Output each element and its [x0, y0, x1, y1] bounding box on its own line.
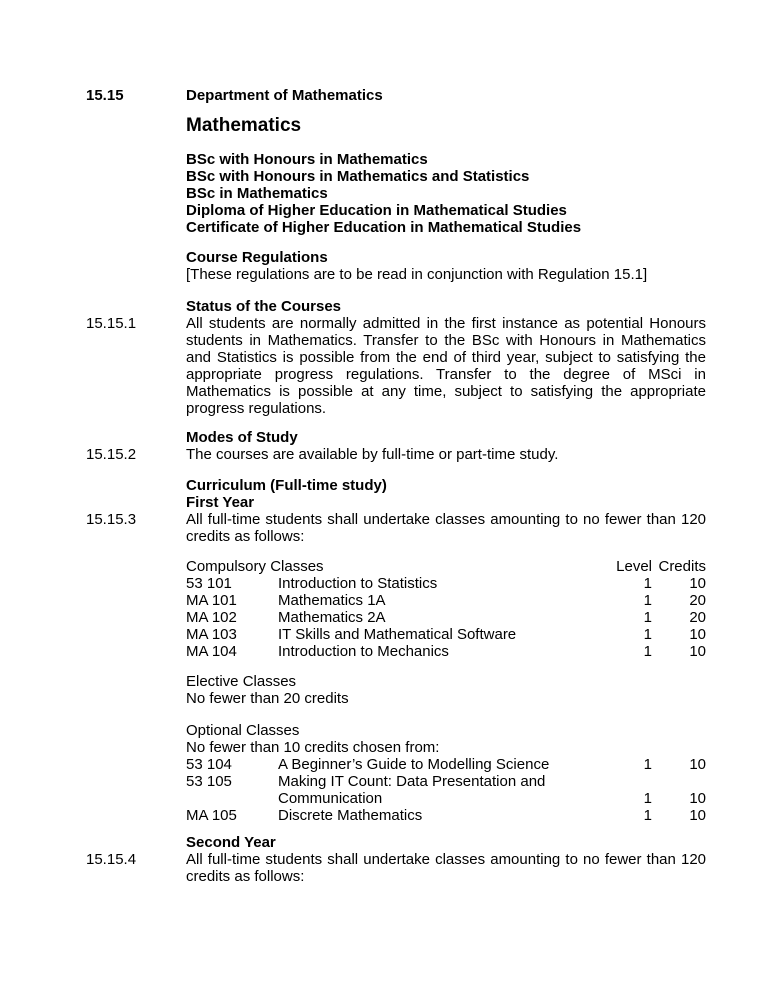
table-row [186, 807, 706, 824]
modes-section [186, 429, 706, 463]
second-year-section [186, 834, 706, 885]
degree-item: Certificate of Higher Education in Mathematical Studies [186, 219, 582, 236]
class-title: Mathematics 2A [278, 609, 386, 626]
table-header-row [186, 558, 706, 575]
curriculum-number: 15.15.3 [86, 511, 137, 528]
second-year-title: Second Year [186, 834, 276, 851]
compulsory-label: Compulsory Classes [186, 558, 324, 575]
class-level: 1 [643, 807, 652, 824]
table-row [186, 592, 706, 609]
optional-table [186, 722, 706, 824]
degree-item: BSc with Honours in Mathematics [186, 151, 428, 168]
status-text: All students are normally admitted in the first instance as potential Honours students in Mathematics. Transfer to the BSc with Honours in Mathematics and Statistics is possible from the end of third year, subject to satisfying the appropriate progress regulations. Transfer to the degree of MSci in Mathematics is possible at any time, subject to satisfying the appropriate progress regulations. [186, 315, 706, 417]
class-code: MA 103 [186, 626, 237, 643]
first-year-title: First Year [186, 494, 255, 511]
class-title: Mathematics 1A [278, 592, 386, 609]
class-title: Introduction to Statistics [278, 575, 438, 592]
curriculum-text: All full-time students shall undertake classes amounting to no fewer than 120 credits as follows: [186, 511, 706, 545]
class-code: MA 102 [186, 609, 237, 626]
table-row [186, 643, 706, 660]
table-row [186, 773, 706, 790]
table-row-continued [186, 790, 706, 807]
class-title: Making IT Count: Data Presentation and [278, 773, 546, 790]
elective-text: No fewer than 20 credits [186, 690, 349, 707]
class-credits: 10 [689, 807, 706, 824]
modes-text: The courses are available by full-time or part-time study. [186, 446, 559, 463]
class-level: 1 [643, 609, 652, 626]
class-credits: 10 [689, 643, 706, 660]
second-year-text: All full-time students shall undertake classes amounting to no fewer than 120 credits as follows: [186, 851, 706, 885]
curriculum-section [186, 477, 706, 545]
modes-number: 15.15.2 [86, 446, 137, 463]
class-code: 53 105 [186, 773, 232, 790]
class-code: MA 104 [186, 643, 237, 660]
section-number: 15.15 [86, 87, 124, 104]
status-number: 15.15.1 [86, 315, 137, 332]
class-code: MA 105 [186, 807, 237, 824]
elective-label: Elective Classes [186, 673, 297, 690]
table-row [186, 626, 706, 643]
level-header: Level [616, 558, 652, 575]
second-year-number: 15.15.4 [86, 851, 137, 868]
class-credits: 20 [689, 592, 706, 609]
class-credits: 10 [689, 626, 706, 643]
class-title: Discrete Mathematics [278, 807, 423, 824]
page-title: Mathematics [186, 115, 302, 136]
class-level: 1 [643, 626, 652, 643]
table-row [186, 575, 706, 592]
status-title: Status of the Courses [186, 298, 342, 315]
compulsory-table [186, 558, 706, 660]
course-regulations [186, 249, 706, 283]
curriculum-title: Curriculum (Full-time study) [186, 477, 387, 494]
class-level: 1 [643, 643, 652, 660]
class-level: 1 [643, 790, 652, 807]
class-code: MA 101 [186, 592, 237, 609]
department-title: Department of Mathematics [186, 87, 383, 104]
optional-text: No fewer than 10 credits chosen from: [186, 739, 440, 756]
class-level: 1 [643, 756, 652, 773]
modes-title: Modes of Study [186, 429, 298, 446]
class-level: 1 [643, 592, 652, 609]
degree-item: BSc with Honours in Mathematics and Statistics [186, 168, 530, 185]
class-title: IT Skills and Mathematical Software [278, 626, 517, 643]
class-credits: 10 [689, 790, 706, 807]
regulations-note: [These regulations are to be read in conjunction with Regulation 15.1] [186, 266, 648, 283]
elective-section [186, 673, 706, 707]
status-section [186, 298, 706, 417]
optional-label: Optional Classes [186, 722, 300, 739]
table-row [186, 609, 706, 626]
class-title: Introduction to Mechanics [278, 643, 449, 660]
class-title-continued: Communication [278, 790, 383, 807]
regulations-title: Course Regulations [186, 249, 328, 266]
class-credits: 20 [689, 609, 706, 626]
degree-item: BSc in Mathematics [186, 185, 328, 202]
credits-header: Credits [658, 558, 706, 575]
class-title: A Beginner’s Guide to Modelling Science [278, 756, 550, 773]
class-code: 53 101 [186, 575, 232, 592]
degree-item: Diploma of Higher Education in Mathematical Studies [186, 202, 567, 219]
class-credits: 10 [689, 575, 706, 592]
class-code: 53 104 [186, 756, 232, 773]
degree-list [186, 151, 706, 236]
class-credits: 10 [689, 756, 706, 773]
table-row [186, 756, 706, 773]
class-level: 1 [643, 575, 652, 592]
